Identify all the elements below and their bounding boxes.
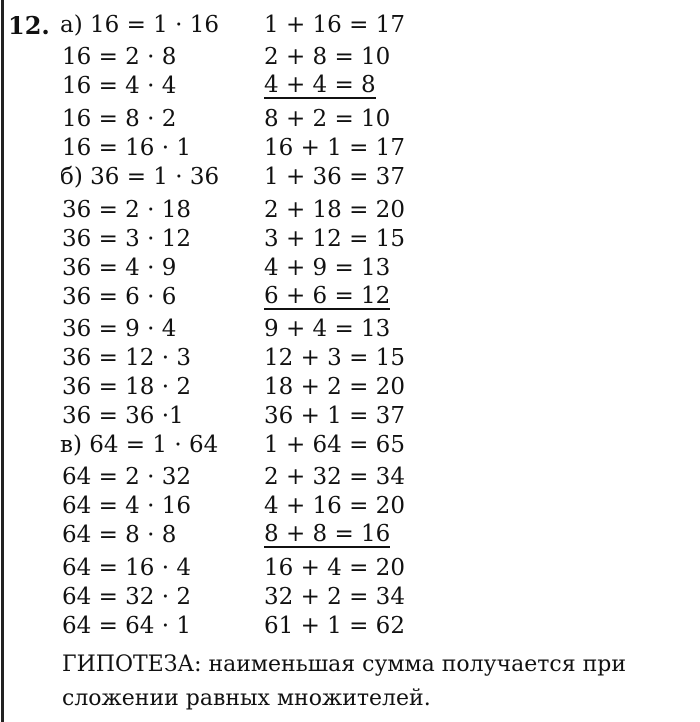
equation-row	[0, 255, 700, 285]
factorization: 64 = 16 · 4	[62, 555, 191, 581]
equation-row	[0, 374, 700, 404]
problem-number: 12.	[8, 11, 50, 40]
minimal-sum: 6 + 6 = 12	[264, 283, 391, 309]
factorization: 16 = 4 · 4	[62, 73, 177, 99]
hypothesis-line: ГИПОТЕЗА: наименьшая сумма получается при	[62, 652, 627, 677]
factorization: 64 = 2 · 32	[62, 464, 191, 490]
factor-sum: 9 + 4 = 13	[264, 316, 391, 342]
factor-sum: 2 + 18 = 20	[264, 197, 405, 223]
equation-row	[0, 164, 700, 194]
factorization: 36 = 36 ·1	[62, 403, 184, 429]
equation-row	[0, 555, 700, 585]
equation-row	[0, 432, 700, 462]
factorization: 64 = 32 · 2	[62, 584, 191, 610]
factorization: в) 64 = 1 · 64	[60, 432, 219, 458]
minimal-sum: 4 + 4 = 8	[264, 72, 376, 98]
equation-row	[0, 284, 700, 314]
factorization: 64 = 8 · 8	[62, 522, 177, 548]
factorization: 36 = 18 · 2	[62, 374, 191, 400]
minimal-sum: 8 + 8 = 16	[264, 521, 391, 547]
equation-row	[0, 613, 700, 643]
equation-row	[0, 135, 700, 165]
equation-row	[0, 522, 700, 552]
factorization: 36 = 9 · 4	[62, 316, 177, 342]
factor-sum: 2 + 8 = 10	[264, 44, 391, 70]
equation-row	[0, 44, 700, 74]
factorization: 16 = 8 · 2	[62, 106, 177, 132]
factorization: 36 = 2 · 18	[62, 197, 191, 223]
equation-row	[0, 493, 700, 523]
factorization: 36 = 12 · 3	[62, 345, 191, 371]
equation-row	[0, 316, 700, 346]
equation-row	[0, 403, 700, 433]
equation-row	[0, 226, 700, 256]
factor-sum: 8 + 2 = 10	[264, 106, 391, 132]
equation-row	[0, 584, 700, 614]
factorization: 64 = 4 · 16	[62, 493, 191, 519]
factor-sum: 16 + 1 = 17	[264, 135, 405, 161]
equation-row	[0, 464, 700, 494]
factorization: 16 = 2 · 8	[62, 44, 177, 70]
factor-sum: 18 + 2 = 20	[264, 374, 405, 400]
factorization: а) 16 = 1 · 16	[60, 12, 219, 38]
factor-sum: 2 + 32 = 34	[264, 464, 405, 490]
hypothesis-line: сложении равных множителей.	[62, 686, 431, 711]
factorization: 64 = 64 · 1	[62, 613, 191, 639]
factorization: б) 36 = 1 · 36	[60, 164, 220, 190]
factor-sum: 3 + 12 = 15	[264, 226, 405, 252]
factorization: 36 = 6 · 6	[62, 284, 177, 310]
factor-sum: 1 + 16 = 17	[264, 12, 405, 38]
factor-sum: 4 + 16 = 20	[264, 493, 405, 519]
factorization: 16 = 16 · 1	[62, 135, 191, 161]
factor-sum: 1 + 36 = 37	[264, 164, 405, 190]
equation-row	[0, 12, 700, 42]
equation-row	[0, 106, 700, 136]
factor-sum: 12 + 3 = 15	[264, 345, 405, 371]
equation-row	[0, 345, 700, 375]
equation-row	[0, 197, 700, 227]
factor-sum: 32 + 2 = 34	[264, 584, 405, 610]
factorization: 36 = 3 · 12	[62, 226, 191, 252]
factor-sum: 61 + 1 = 62	[264, 613, 405, 639]
factor-sum: 4 + 9 = 13	[264, 255, 391, 281]
factor-sum: 36 + 1 = 37	[264, 403, 405, 429]
factorization: 36 = 4 · 9	[62, 255, 177, 281]
factor-sum: 1 + 64 = 65	[264, 432, 405, 458]
equation-row	[0, 73, 700, 103]
factor-sum: 16 + 4 = 20	[264, 555, 405, 581]
